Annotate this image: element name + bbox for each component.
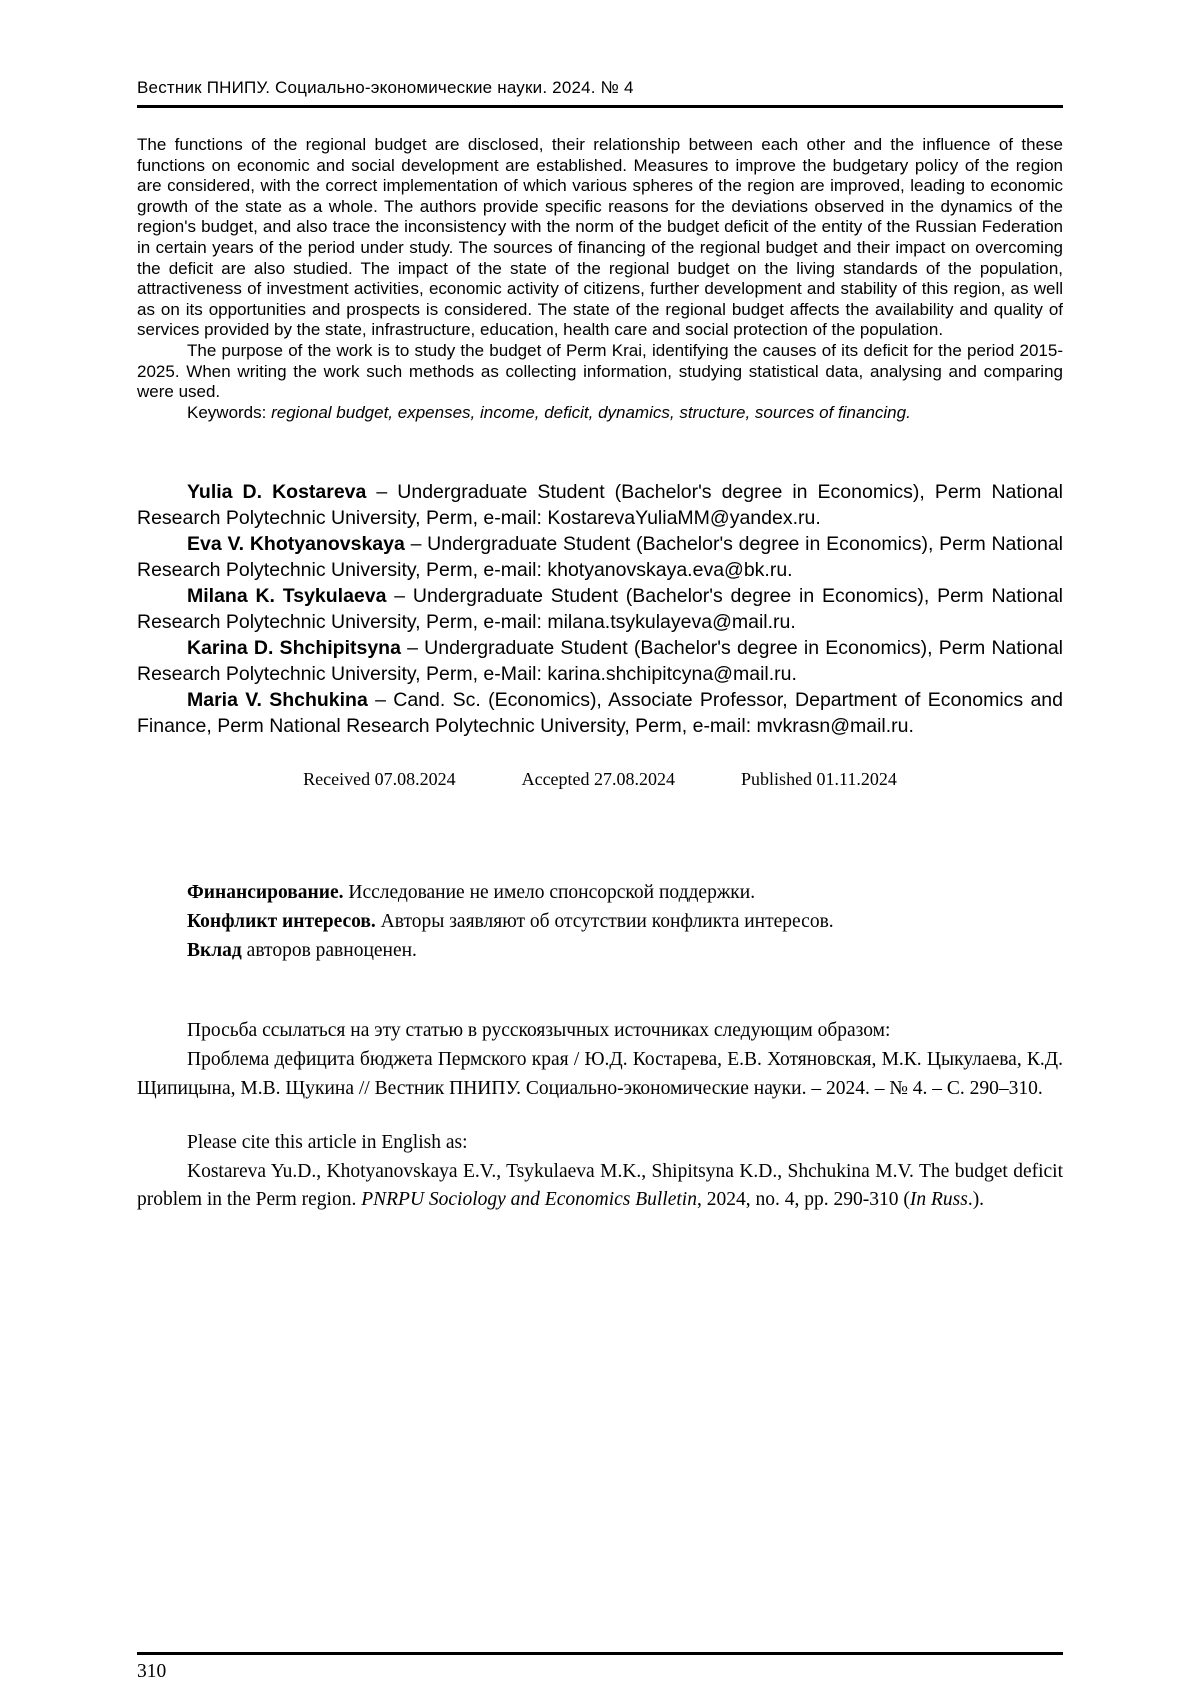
- published-date: Published 01.11.2024: [741, 769, 897, 790]
- citation-russian-intro: Просьба ссылаться на эту статью в русскоязычных источниках следующим образом:: [187, 1020, 891, 1042]
- authors-section: [137, 479, 1063, 739]
- citation-english-intro: Please cite this article in English as:: [187, 1132, 468, 1154]
- citation-english-part1: Kostareva Yu.D., Khotyanovskaya E.V., Tsykulaeva M.K., Shipitsyna K.D., Shchukina M.V. The budget deficit problem in the Perm region.: [137, 1160, 1063, 1211]
- author-name: Milana K. Tsykulaeva: [187, 585, 387, 608]
- page-header: [137, 0, 1063, 108]
- abstract-paragraph: The functions of the regional budget are disclosed, their relationship between each other and the influence of these functions on economic and social development are established. Measures to improve the budgetary policy of the region are considered, with the correct implementation of which various spheres of the region are improved, leading to economic growth of the state as a whole. The authors provide specific reasons for the deviations observed in the dynamics of the region's budget, and also trace the inconsistency with the norm of the budget deficit of the entity of the Russian Federation in certain years of the period under study. The sources of financing of the regional budget and their impact on overcoming the deficit are also studied. The impact of the state of the regional budget on the living standards of the population, attractiveness of investment activities, economic activity of citizens, further development and stability of this region, as well as on its opportunities and prospects is considered. The state of the regional budget affects the availability and quality of services provided by the state, infrastructure, education, health care and social protection of the population.: [137, 135, 1063, 340]
- author-name: Karina D. Shchipitsyna: [187, 637, 401, 660]
- author-name: Yulia D. Kostareva: [187, 481, 367, 504]
- page-footer: [137, 1652, 1063, 1683]
- author-entry: [137, 531, 1063, 583]
- citation-english-text: [137, 1158, 1063, 1215]
- funding-statement: [137, 878, 1063, 907]
- author-info: – Undergraduate Student (Bachelor's degree in Economics), Perm National Research Polytechnic University, Perm, e-Mail: karina.shchipitcyna@mail.ru.: [137, 637, 1064, 686]
- contribution-text: авторов равноценен.: [241, 940, 417, 962]
- citation-russian-section: [137, 1017, 1063, 1103]
- citation-english-section: [137, 1129, 1063, 1215]
- contribution-label: Вклад: [187, 940, 242, 962]
- keywords-label: Keywords:: [187, 402, 272, 422]
- keywords-text: regional budget, expenses, income, deficit, dynamics, structure, sources of financing.: [271, 402, 911, 422]
- author-entry: [137, 479, 1063, 531]
- page-number: 310: [137, 1661, 167, 1682]
- keywords-line: [137, 403, 1063, 424]
- citation-journal-name: PNRPU Sociology and Economics Bulletin: [361, 1189, 697, 1211]
- conflict-label: Конфликт интересов.: [187, 911, 376, 933]
- funding-text: Исследование не имело спонсорской поддержки.: [343, 882, 756, 904]
- journal-title: Вестник ПНИПУ. Социально-экономические науки. 2024. № 4: [137, 78, 634, 97]
- author-info: – Undergraduate Student (Bachelor's degree in Economics), Perm National Research Polytechnic University, Perm, e-mail: khotyanovskaya.eva@bk.ru.: [137, 533, 1063, 582]
- author-entry: [137, 635, 1063, 687]
- author-info: – Undergraduate Student (Bachelor's degree in Economics), Perm National Research Polytechnic University, Perm, e-mail: KostarevaYuliaMM@yandex.ru.: [137, 481, 1063, 530]
- author-name: Eva V. Khotyanovskaya: [187, 533, 405, 556]
- conflict-statement: [137, 907, 1063, 936]
- accepted-date: Accepted 27.08.2024: [521, 769, 676, 790]
- author-info: – Undergraduate Student (Bachelor's degree in Economics), Perm National Research Polytechnic University, Perm, e-mail: milana.tsykulayeva@mail.ru.: [137, 585, 1064, 634]
- citation-english-part2: , 2024, no. 4, pp. 290-310 (: [696, 1189, 910, 1211]
- funding-label: Финансирование.: [187, 882, 344, 904]
- author-info: – Cand. Sc. (Economics), Associate Professor, Department of Economics and Finance, Perm National Research Polytechnic University, Perm, e-mail: mvkrasn@mail.ru.: [137, 689, 1063, 738]
- conflict-text: Авторы заявляют об отсутствии конфликта интересов.: [375, 911, 834, 933]
- citation-english-part3: .).: [967, 1189, 985, 1211]
- received-date: Received 07.08.2024: [303, 769, 456, 790]
- citation-russian-text: Проблема дефицита бюджета Пермского края / Ю.Д. Костарева, Е.В. Хотяновская, М.К. Цыкулаева, К.Д. Щипицына, М.В. Щукина // Вестник ПНИПУ. Социально-экономические науки. – 2024. – № 4. – С. 290–310.: [137, 1048, 1063, 1099]
- author-entry: [137, 687, 1063, 739]
- abstract-section: [137, 135, 1063, 423]
- header-rule: [137, 105, 1063, 108]
- footer-rule: [137, 1652, 1063, 1655]
- contribution-statement: [137, 936, 1063, 965]
- author-name: Maria V. Shchukina: [187, 689, 368, 712]
- statements-section: [137, 878, 1063, 965]
- purpose-paragraph: The purpose of the work is to study the budget of Perm Krai, identifying the causes of its deficit for the period 2015-2025. When writing the work such methods as collecting information, studying statistical data, analysing and comparing were used.: [137, 340, 1063, 402]
- citation-in-russ: In Russ: [909, 1189, 968, 1211]
- article-dates-row: [137, 769, 1063, 790]
- author-entry: [137, 583, 1063, 635]
